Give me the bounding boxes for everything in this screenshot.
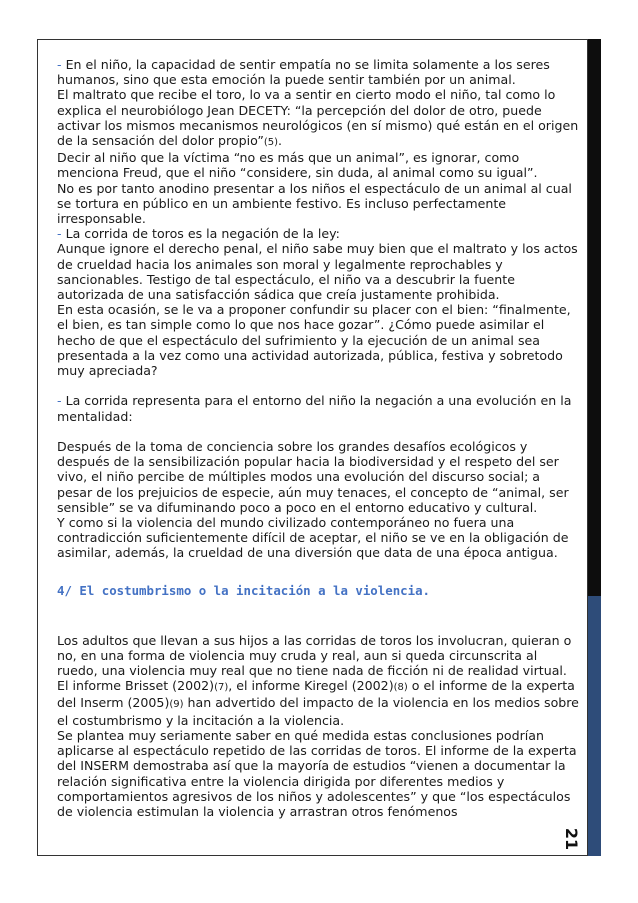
paragraph: Se plantea muy seriamente saber en qué medida estas conclusiones podrían aplicarse al espectáculo repetido de las corridas de toros. El informe de la experta del INSERM demostraba así que la mayoría de estudios “vienen a documentar la relación significativa entre la violencia dirigida por diferentes medios y comportamientos agresivos de los niños y adolescentes” y que “los espectáculos de violencia estimulan la violencia y arrastran otros fenómenos (57, 727, 577, 819)
paragraph-text: El informe Brisset (2002) (57, 678, 215, 694)
paragraph (57, 678, 579, 728)
paragraph: Y como si la violencia del mundo civilizado contemporáneo no fuera una contradicción suficientemente difícil de aceptar, el niño se ve en la obligación de asimilar, además, la crueldad de una diversión que data de una época antigua. (57, 515, 569, 561)
footnote-ref: (5) (263, 137, 279, 149)
paragraph (57, 393, 579, 423)
side-bar-blue (588, 596, 601, 856)
spacer (57, 561, 579, 583)
side-bar-dark (588, 39, 601, 596)
paragraph: En esta ocasión, se le va a proponer confundir su placer con el bien: “finalmente, el bien, es tan simple como lo que nos hace gozar”. ¿Cómo puede asimilar el hecho de que el espectáculo del sufrimiento y la ejecución de un animal sea presentada a la vez como una actividad autorizada, pública, festiva y sobretodo muy apreciada? (57, 302, 571, 379)
paragraph: Decir al niño que la víctima “no es más que un animal”, es ignorar, como menciona Freud, que el niño “considere, sin duda, al animal como su igual”. (57, 150, 538, 181)
paragraph: Después de la toma de conciencia sobre los grandes desafíos ecológicos y después de la sensibilización popular hacia la biodiversidad y el respeto del ser vivo, el niño percibe de múltiples modos una evolución del discurso social; a pesar de los prejuicios de especie, aún muy tenaces, el concepto de “animal, ser sensible” se va difuminando poco a poco en el entorno educativo y cultural. (57, 439, 569, 515)
footnote-ref: (9) (169, 699, 184, 711)
paragraph-text: La corrida de toros es la negación de la ley: (65, 226, 340, 242)
paragraph: No es por tanto anodino presentar a los niños el espectáculo de un animal al cual se tortura en público en un ambiente festivo. Es incluso perfectamente irresponsable. (57, 180, 572, 227)
paragraph (57, 57, 579, 87)
document-body (57, 57, 579, 819)
paragraph-text: El maltrato que recibe el toro, lo va a sentir en cierto modo el niño, tal como lo explica el neurobiólogo Jean DECETY: “la percepción del dolor de otro, puede activar los mismos mecanismos neurológicos (en sí mismo) qué están en el origen de la sensación del dolor propio” (57, 87, 579, 149)
paragraph: Aunque ignore el derecho penal, el niño sabe muy bien que el maltrato y los actos de crueldad hacia los animales son moral y legalmente reprochables y sancionables. Testigo de tal espectáculo, el niño va a descubrir la fuente autorizada de una satisfacción sádica que creía justamente prohibida. (57, 241, 578, 303)
spacer (57, 424, 579, 439)
section-heading: 4/ El costumbrismo o la incitación a la violencia. (57, 582, 430, 598)
spacer (57, 599, 579, 633)
paragraph-text: La corrida representa para el entorno del niño la negación a una evolución en la mentalidad: (57, 393, 572, 424)
footnote-ref: (8) (393, 682, 408, 694)
spacer (57, 378, 579, 393)
paragraph-text: han advertido del impacto de la violencia en los medios sobre el costumbrismo y la incitación a la violencia. (57, 695, 579, 728)
paragraph (57, 226, 579, 241)
list-dash: - (57, 57, 66, 72)
punctuation: . (278, 133, 283, 149)
paragraph-text: o el informe de la experta del Inserm (2005) (57, 678, 575, 711)
paragraph-text: , el informe Kiregel (2002) (228, 678, 394, 694)
footnote-ref: (7) (214, 682, 229, 694)
paragraph: Los adultos que llevan a sus hijos a las corridas de toros los involucran, quieran o no, en una forma de violencia muy cruda y real, aun si queda circunscrita al ruedo, una violencia muy real que no tiene nada de ficción ni de realidad virtual. (57, 632, 572, 679)
page-number: 21 (562, 827, 581, 851)
paragraph (57, 87, 579, 150)
paragraph-text: En el niño, la capacidad de sentir empatía no se limita solamente a los seres humanos, sino que esta emoción la puede sentir también por un animal. (57, 57, 550, 88)
list-dash: - (57, 226, 66, 242)
list-dash: - (57, 393, 66, 409)
